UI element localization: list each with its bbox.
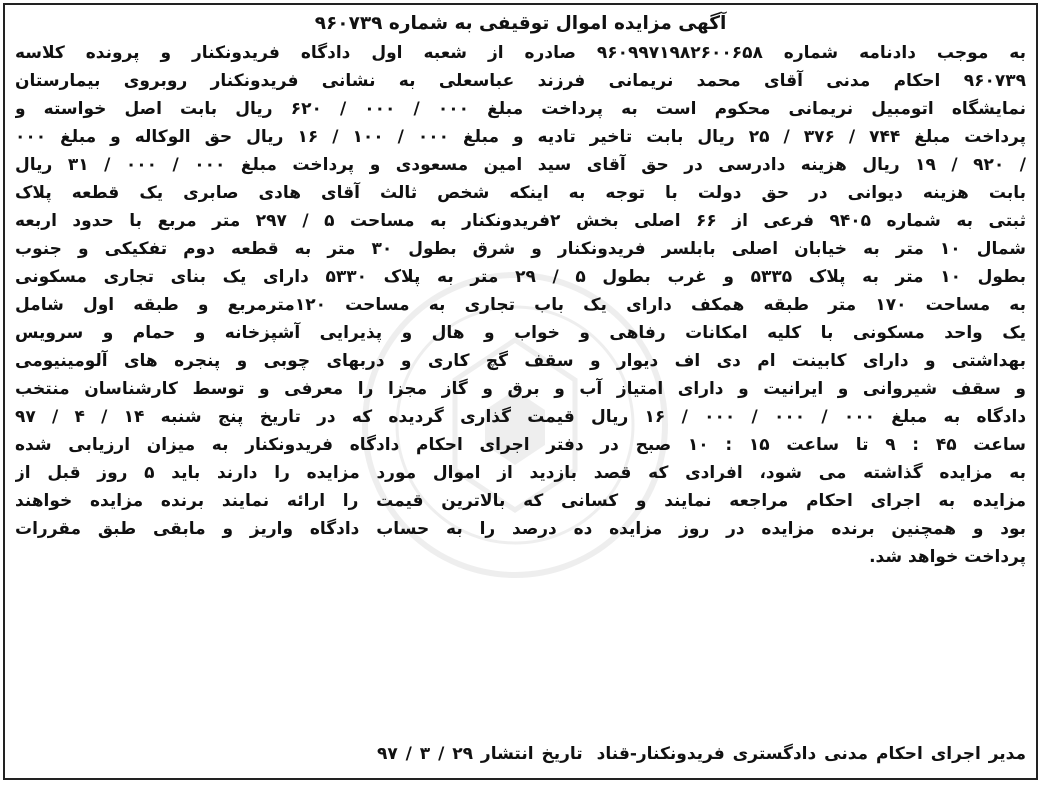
- notice-line: بود و همچنین برنده مزایده در روز مزایده ده درصد را به حساب دادگاه واریز و مابقی طبق مقررات: [15, 519, 1026, 539]
- signatory-text: مدیر اجرای احکام مدنی دادگستری فریدونکنار-قناد: [596, 744, 1026, 764]
- notice-line: نمایشگاه اتومبیل نریمانی محکوم است به پرداخت مبلغ ۰۰۰ / ۰۰۰ / ۶۲۰ ریال بابت اصل خواسته و: [15, 99, 1026, 119]
- notice-line: به موجب دادنامه شماره ۹۶۰۹۹۷۱۹۸۲۶۰۰۶۵۸ صادره از شعبه اول دادگاه فریدونکنار و پرونده کلاسه: [15, 43, 1026, 63]
- notice-line: شمال ۱۰ متر به خیابان اصلی بابلسر فریدونکنار و شرق بطول ۳۰ متر به قطعه دوم تفکیکی و جنوب: [15, 239, 1026, 259]
- notice-line: ۹۶۰۷۳۹ احکام مدنی آقای محمد نریمانی فرزند عباسعلی به نشانی فریدونکنار روبروی بیمارستان: [15, 71, 1026, 91]
- publish-date-text: تاریخ انتشار ۲۹ / ۳ / ۹۷: [376, 744, 583, 764]
- notice-footer: [15, 739, 1026, 769]
- notice-line: ثبتی به شماره ۹۴۰۵ فرعی از ۶۶ اصلی بخش ۲فریدونکنار به مساحت ۵ / ۲۹۷ متر مربع با حدود اربعه: [15, 211, 1026, 231]
- notice-line: دادگاه به مبلغ ۰۰۰ / ۰۰۰ / ۰۰۰ / ۱۶ ریال قیمت گذاری گردیده که در تاریخ پنج شنبه ۱۴ / ۴ / ۹۷: [15, 407, 1026, 427]
- notice-line: پرداخت خواهد شد.: [869, 547, 1026, 567]
- notice-line: و سقف شیروانی و ایرانیت و دارای امتیاز آب و برق و گاز مجزا را معرفی و توسط کارشناسان منتخب: [15, 379, 1026, 399]
- notice-line: پرداخت مبلغ ۷۴۴ / ۳۷۶ / ۲۵ ریال بابت تاخیر تادیه و مبلغ ۰۰۰ / ۱۰۰ / ۱۶ ریال حق الوکاله و مبلغ ۰۰۰: [15, 127, 1026, 147]
- notice-body: [15, 39, 1026, 571]
- notice-line: مزایده به اجرای احکام مراجعه نمایند و کسانی که بالاترین قیمت را ارائه نمایند برنده مزایده خواهند: [15, 491, 1026, 511]
- notice-line: بهداشتی و دارای کابینت ام دی اف دیوار و سقف گچ کاری و دربهای چوبی و پنجره های آلومینیومی: [15, 351, 1026, 371]
- notice-line: به مساحت ۱۷۰ متر طبقه همکف دارای یک باب تجاری به مساحت ۱۲۰مترمربع و طبقه اول شامل: [15, 295, 1026, 315]
- notice-line: بابت هزینه دیوانی در حق دولت با توجه به اینکه شخص ثالث آقای هادی صابری یک قطعه پلاک: [15, 183, 1026, 203]
- auction-notice: [3, 3, 1038, 780]
- notice-line: یک واحد مسکونی با کلیه امکانات رفاهی و خواب و هال و پذیرایی آشپزخانه و حمام و سرویس: [15, 323, 1026, 343]
- notice-line: بطول ۱۰ متر به پلاک ۵۳۳۵ و غرب بطول ۵ / ۲۹ متر به پلاک ۵۳۳۰ دارای یک بنای تجاری مسکونی: [15, 267, 1026, 287]
- notice-line: ساعت ۴۵ : ۹ تا ساعت ۱۵ : ۱۰ صبح در دفتر اجرای احکام دادگاه فریدونکنار به میزان ارزیابی شده: [15, 435, 1026, 455]
- notice-line: / ۹۲۰ / ۱۹ ریال هزینه دادرسی در حق آقای سید امین مسعودی و پرداخت مبلغ ۰۰۰ / ۰۰۰ / ۳۱ ریال: [15, 155, 1026, 175]
- notice-title: آگهی مزایده اموال توقیفی به شماره ۹۶۰۷۳۹: [314, 13, 727, 34]
- notice-line: به مزایده گذاشته می شود، افرادی که قصد بازدید از اموال مورد مزایده را دارند باید ۵ روز قبل از: [15, 463, 1026, 483]
